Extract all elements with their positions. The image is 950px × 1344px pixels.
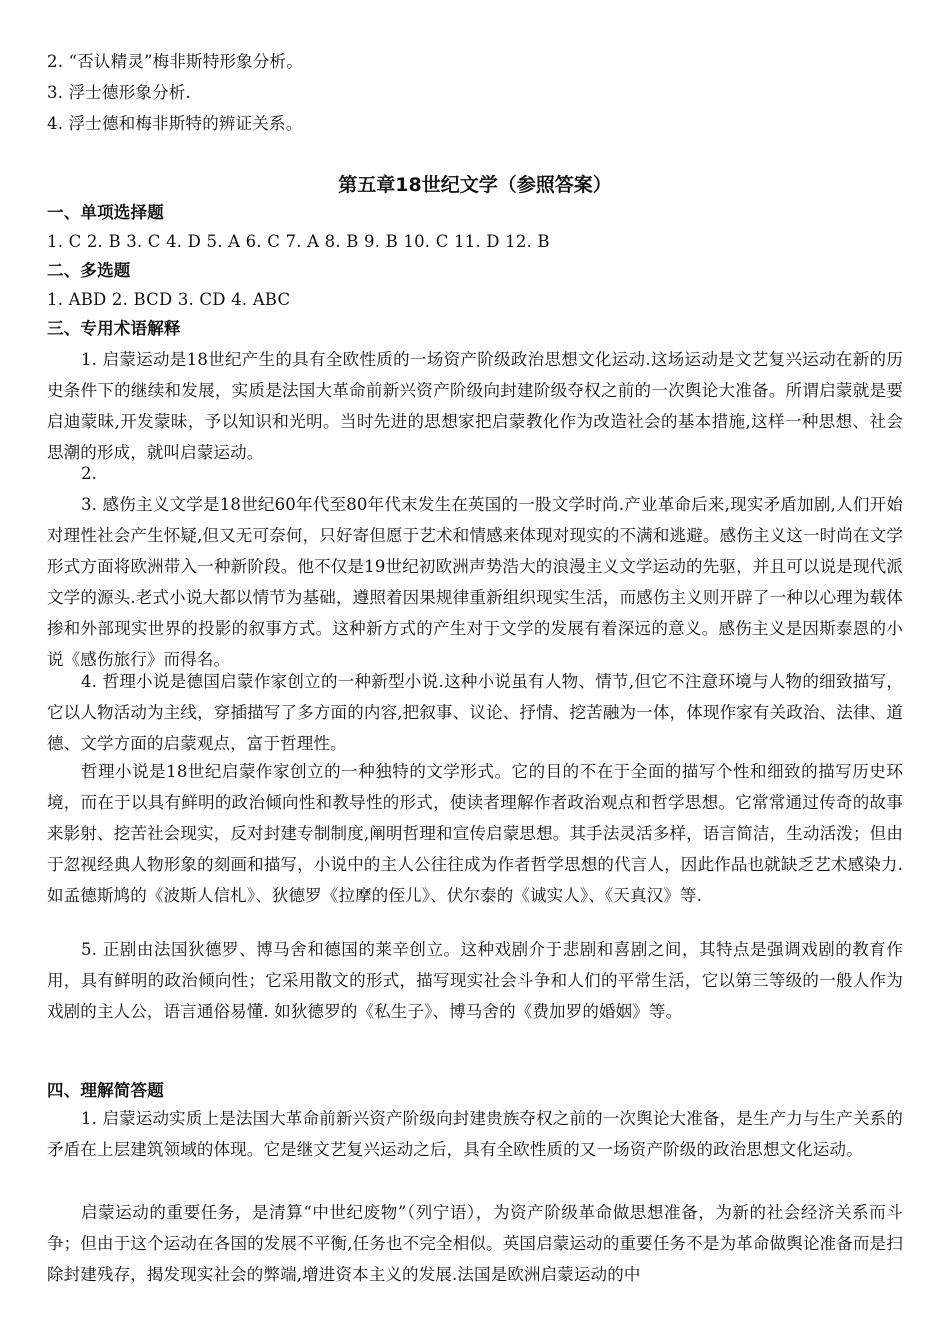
section-heading-multiple-choice: 二、多选题 xyxy=(47,261,131,280)
chapter-title: 第五章18世纪文学（参照答案） xyxy=(338,174,612,196)
term-paragraph-enlightenment: 1. 启蒙运动是18世纪产生的具有全欧性质的一场资产阶级政治思想文化运动.这场运动是文艺复兴运动在新的历史条件下的继续和发展，实质是法国大革命前新兴资产阶级向封建阶级夺权之前的一次舆论大准备。所谓启蒙就是要启迪蒙昧,开发蒙昧，予以知识和光明。当时先进的思想家把启蒙教化作为改造社会的基本措施,这样一种思想、社会思潮的形成，就叫启蒙运动。 xyxy=(47,350,903,462)
single-choice-answers: 1. C 2. B 3. C 4. D 5. A 6. C 7. A 8. B 9. B 10. C 11. D 12. B xyxy=(47,232,550,251)
intro-item: 4. 浮士德和梅非斯特的辨证关系。 xyxy=(47,114,303,133)
multiple-choice-answers: 1. ABD 2. BCD 3. CD 4. ABC xyxy=(47,290,291,309)
answer-paragraph-1: 1. 启蒙运动实质上是法国大革命前新兴资产阶级向封建贵族夺权之前的一次舆论大准备，是生产力与生产关系的矛盾在上层建筑领域的体现。它是继文艺复兴运动之后，具有全欧性质的又一场资产阶级的政治思想文化运动。 xyxy=(47,1109,903,1159)
answer-paragraph-2: 启蒙运动的重要任务，是清算“中世纪废物”（列宁语），为资产阶级革命做思想准备，为新的社会经济关系而斗争；但由于这个运动在各国的发展不平衡,任务也不完全相似。英国启蒙运动的重要任务不是为革命做舆论准备而是扫除封建残存，揭发现实社会的弊端,增进资本主义的发展.法国是欧洲启蒙运动的中 xyxy=(47,1203,903,1284)
term-paragraph-2: 2. xyxy=(81,464,98,483)
section-heading-short-answer: 四、理解简答题 xyxy=(47,1081,164,1100)
section-heading-terms: 三、专用术语解释 xyxy=(47,319,181,338)
term-paragraph-philosophical-novel-2: 哲理小说是18世纪启蒙作家创立的一种独特的文学形式。它的目的不在于全面的描写个性和细致的描写历史环境，而在于以具有鲜明的政治倾向性和教导性的形式，使读者理解作者政治观点和哲学思想。它常常通过传奇的故事来影射、挖苦社会现实，反对封建专制制度,阐明哲理和宣传启蒙思想。其手法灵活多样，语言简洁，生动活泼；但由于忽视经典人物形象的刻画和描写，小说中的主人公往往成为作者哲学思想的代言人，因此作品也就缺乏艺术感染力.如孟德斯鸠的《波斯人信札》、狄德罗《拉摩的侄儿》、伏尔泰的《诚实人》、《天真汉》等. xyxy=(47,762,903,905)
term-paragraph-philosophical-novel: 4. 哲理小说是德国启蒙作家创立的一种新型小说.这种小说虽有人物、情节,但它不注意环境与人物的细致描写，它以人物活动为主线，穿插描写了多方面的内容,把叙事、议论、抒情、挖苦融为一体，体现作家有关政治、法律、道德、文学方面的启蒙观点，富于哲理性。 xyxy=(47,672,903,753)
term-paragraph-sentimentalism: 3. 感伤主义文学是18世纪60年代至80年代末发生在英国的一股文学时尚.产业革命后来,现实矛盾加剧,人们开始对理性社会产生怀疑,但又无可奈何，只好寄但愿于艺术和情感来体现对现实的不满和逃避。感伤主义这一时尚在文学形式方面将欧洲带入一种新阶段。他不仅是19世纪初欧洲声势浩大的浪漫主义文学运动的先驱，并且可以说是现代派文学的源头.老式小说大都以情节为基础，遵照着因果规律重新组织现实生活，而感伤主义则开辟了一种以心理为载体掺和外部现实世界的投影的叙事方式。这种新方式的产生对于文学的发展有着深远的意义。感伤主义是因斯泰恩的小说《感伤旅行》而得名。 xyxy=(47,495,903,669)
section-heading-single-choice: 一、单项选择题 xyxy=(47,203,164,222)
term-paragraph-drama: 5. 正剧由法国狄德罗、博马舍和德国的莱辛创立。这种戏剧介于悲剧和喜剧之间，其特点是强调戏剧的教育作用，具有鲜明的政治倾向性；它采用散文的形式，描写现实社会斗争和人们的平常生活，它以第三等级的一般人作为戏剧的主人公，语言通俗易懂. 如狄德罗的《私生子》、博马舍的《费加罗的婚姻》等。 xyxy=(47,940,903,1021)
intro-item: 2. “否认精灵”梅非斯特形象分析。 xyxy=(47,52,303,71)
intro-item: 3. 浮士德形象分析. xyxy=(47,83,191,102)
